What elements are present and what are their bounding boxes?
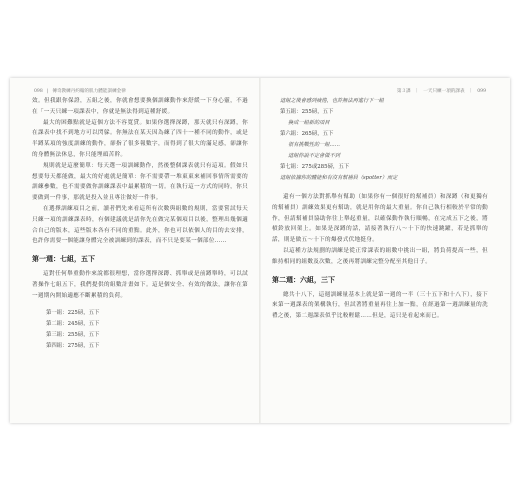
right-paragraph-3: 總共十八下，這週訓練量基本上就是第一週的一半（三十五下和十八下），接下來第一週課表的架構執行，但試著將重量再往上加一點，在經過第一週訓練量的洗禮之後，第二週課表似乎比較輕鬆……但是，這只是看起來而已。: [272, 291, 488, 320]
set-item: 第二組：245磅，五下: [46, 320, 100, 327]
right-page: [272, 86, 488, 416]
left-paragraph-5: 這對任何舉重動作來說都很理想，當你選擇深蹲、抓舉或是前蹲舉時，可以試著操作七組五下，我們提供的組數計畫如下。這是個安全、有效的做法，讓你在第一週期內開始適應不斷累積的負荷。: [32, 271, 248, 299]
set-item: 第五組：255磅，五下: [280, 109, 334, 115]
book-spread: [10, 78, 510, 423]
right-paragraph-2: 以這種方法規劃的訓練是從正常課表的組數中挑出一組，將負荷提高一些，但維持相同的組數及次數，之後再將訓練完整分配至其他日子。: [272, 247, 488, 265]
left-running-header: [32, 86, 248, 96]
right-header-separator: ｜: [414, 89, 420, 94]
left-paragraph-1: 效。但我跟你保證，五組之後，你就會想要換個訓練動作來舒緩一下身心靈，不過在「一天只練一項課表中，你就是無法得到這種舒緩。: [32, 98, 248, 115]
book-gutter: [259, 78, 261, 423]
set-item: 第四組：275磅，五下: [46, 342, 100, 349]
right-header-separator: ｜: [468, 89, 474, 94]
set-note: 這組你說不定會做不到: [288, 153, 340, 159]
set-item: 第六組：265磅，五下: [280, 131, 334, 137]
set-item: 第一組：225磅，五下: [46, 309, 100, 316]
set-item: 第三組：255磅，五下: [46, 331, 100, 338]
left-paragraph-2: 最大的困難點就是這個方法不容寬貸。如果你選擇深蹲，那天就只有深蹲，你在課表中找不到地方可以閃躲。你無法在某天因為練了四十一種不同的動作，或是半蹲某項的強度訓練的動作，卻指了很多報數字，而得到了很大的滿足感，卻讓你的身體無法休息，你只能埋頭苦幹。: [32, 119, 248, 158]
book-title: 傳奇教練丹約翰的肌力體能訓練金律: [52, 89, 126, 94]
section-heading-week-2: 第二週：六組，三下: [272, 275, 335, 284]
right-page-number: 099: [477, 88, 486, 94]
section-heading-week-1: 第一週：七組，五下: [32, 255, 95, 264]
left-header-separator: |: [46, 88, 49, 94]
chapter-title: 一天只練一項的課表: [423, 89, 465, 94]
right-running-header: [272, 86, 488, 96]
right-paragraph-1: 還有一個方法對抓舉有幫助（如果你有一個很好的幫補員）和深蹲（和更獨有的幫補員）訓練效果更有幫助，就是用你的最大重量。你自己執行相較於平常的動作，但請幫補員協助你往上舉起重量，以確保動作執行順暢，在完成五下之後，將槓鈴放回架上。如果是深蹲的話，請接著執行八～十下的快速跳躍，若是抓舉的話，則是做五～十下的爆發式伏地挺身。: [272, 194, 488, 244]
set-note: 很有挑戰性的一組……: [288, 142, 340, 148]
right-set-block: [280, 107, 488, 173]
set-item: 第七組：275或285磅，五下: [280, 164, 350, 170]
left-set-list: [46, 308, 248, 352]
set-note: 這組之後會感到疲倦，也許無法再進行下一組: [280, 98, 384, 104]
left-page: [32, 86, 248, 416]
chapter-label: 第３課: [396, 89, 411, 94]
set-note: 這組依據你的體能和有沒有幫補員（spotter）而定: [280, 175, 398, 181]
left-paragraph-4: 在選擇訓練項目之前，讀者們先來看這所有次數與組數的規則，當要嘗試每天只練一項的訓練課表時，有個建議就是請你先在做完某個項目以後，整理出幾個適合自己的版本，這些版本各有不同的重點。此外，你也可以依個人的目的去安排，也許你需要一個能讓身體完全被訓練到的課表，而不只是要某一個部位……: [32, 205, 248, 245]
left-page-number: 098: [34, 88, 43, 94]
left-paragraph-3: 規則就是這麼簡單：每天選一項訓練動作，然後整個課表就只有這項。假如只想要每天都能做，最大的好處就是簡單：你不需要帶一堆東東來補回事情所需要的訓練參數，也不需要做你訓練課表中最累積的一切。在執行這一方式的同時，你只要做到一件事，那就是投入並且專注做好一件事。: [32, 162, 248, 202]
set-note: 換成一組新的項目: [288, 120, 330, 126]
